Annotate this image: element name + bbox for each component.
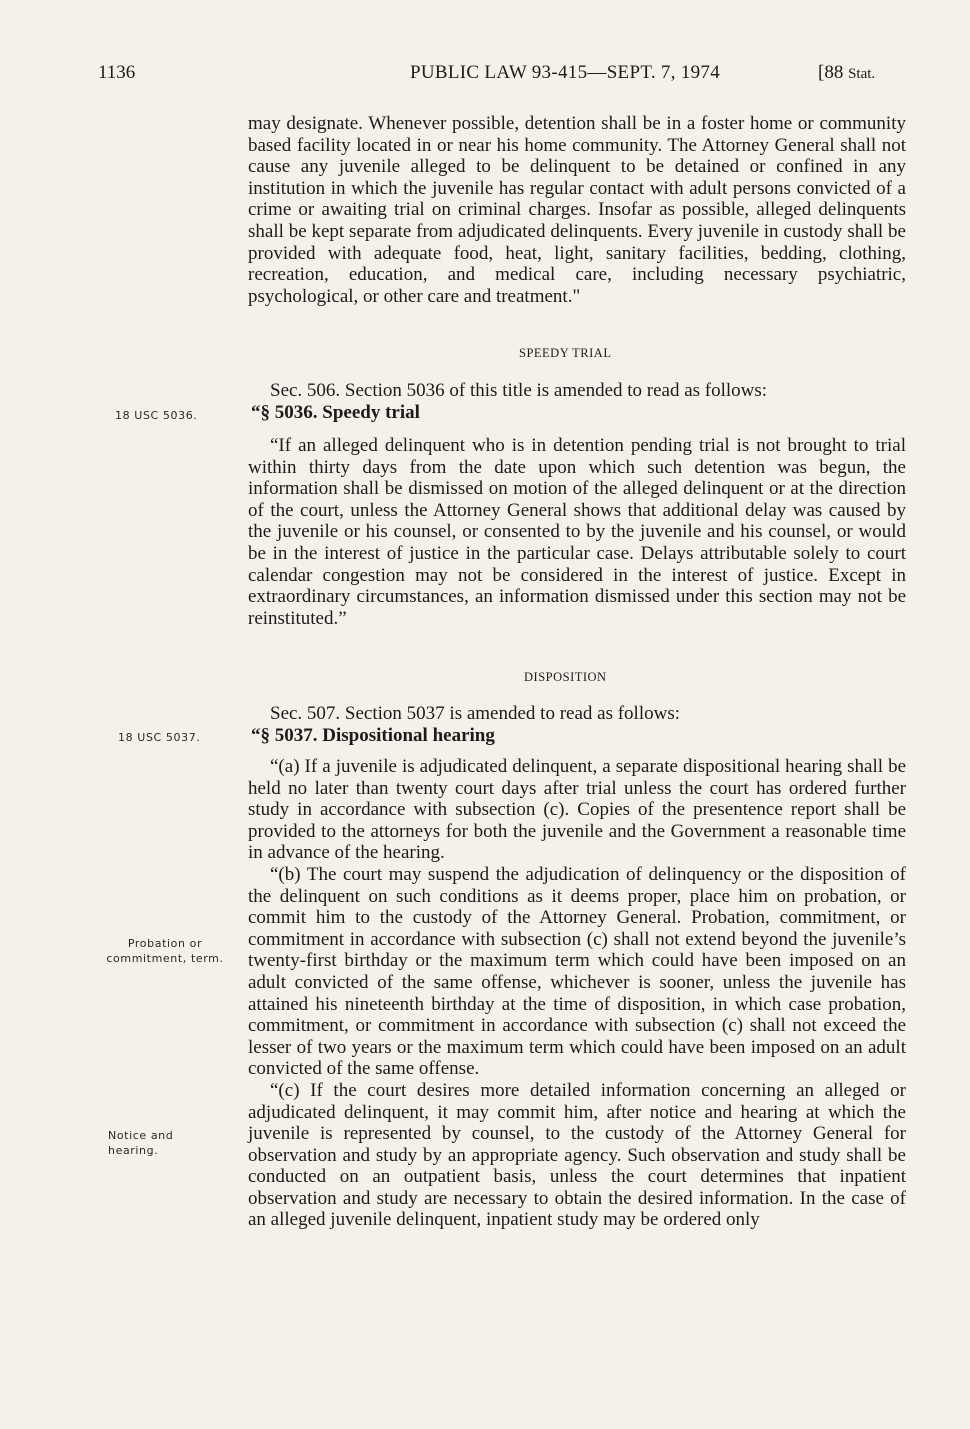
section-title-5036: “§ 5036. Speedy trial [251, 402, 420, 423]
subsection-c: “(c) If the court desires more detailed information concerning an alleged or adjudicated delinquent, it may commit him, after notice and hearing at which the juvenile is represented by counsel, to the custody of the Attorney General for observation and study by an appropriate agency. Such observation and study shall be conducted on an outpatient basis, unless the court determines that inpatient observation and study are necessary to obtain the desired information. In the case of an alleged juvenile delinquent, inpatient study may be ordered only [248, 1079, 906, 1231]
margin-note-probation-line-1: Probation or [127, 937, 203, 950]
page-number: 1136 [98, 62, 136, 83]
margin-note-notice [108, 1128, 198, 1158]
running-title: PUBLIC LAW 93-415—SEPT. 7, 1974 [410, 62, 721, 83]
section-heading-speedy-trial: SPEEDY TRIAL [519, 346, 612, 360]
section-title-5037: “§ 5037. Dispositional hearing [251, 725, 495, 746]
speedy-trial-block [248, 435, 906, 629]
margin-note-notice-line-1: Notice and [108, 1129, 174, 1142]
margin-note-18-usc-5037: 18 USC 5037. [118, 731, 201, 744]
stat-volume: [88 [818, 62, 844, 83]
stat-label: Stat. [848, 66, 876, 82]
page-header [0, 62, 970, 92]
margin-note-probation [100, 936, 230, 966]
dispositional-hearing-block [248, 756, 906, 1231]
margin-note-probation-line-2: commitment, term. [106, 952, 224, 965]
margin-note-18-usc-5036: 18 USC 5036. [115, 409, 198, 422]
sec-507-lead: Sec. 507. Section 5037 is amended to read as follows: [270, 703, 681, 724]
continuation-paragraph: may designate. Whenever possible, detention shall be in a foster home or community based facility located in or near his home community. The Attorney General shall not cause any juvenile alleged to be delinquent to be detained or confined in any institution in which the juvenile has regular contact with adult persons convicted of a crime or awaiting trial on criminal charges. Insofar as possible, alleged delinquents shall be kept separate from adjudicated delinquents. Every juvenile in custody shall be provided with adequate food, heat, light, sanitary facilities, bedding, clothing, recreation, education, and medical care, including necessary psychiatric, psychological, or other care and treatment." [248, 113, 906, 307]
section-heading-disposition: DISPOSITION [524, 670, 607, 684]
margin-note-notice-line-2: hearing. [108, 1144, 159, 1157]
speedy-trial-body: “If an alleged delinquent who is in detention pending trial is not brought to trial within thirty days from the date upon which such detention was begun, the information shall be dismissed on motion of the alleged delinquent or at the direction of the court, unless the Attorney General shows that additional delay was caused by the juvenile or his counsel, or consented to by the juvenile and his counsel, or would be in the interest of justice in the particular case. Delays attributable solely to court calendar congestion may not be considered in the interest of justice. Except in extraordinary circumstances, an information dismissed under this section may not be reinstituted.” [248, 435, 906, 629]
subsection-a: “(a) If a juvenile is adjudicated delinquent, a separate dispositional hearing shall be held no later than twenty court days after trial unless the court has ordered further study in accordance with subsection (c). Copies of the presentence report shall be provided to the attorneys for both the juvenile and the Government a reasonable time in advance of the hearing. [248, 756, 906, 864]
statute-reference [818, 62, 875, 84]
continuation-block [248, 113, 906, 307]
subsection-b: “(b) The court may suspend the adjudication of delinquency or the disposition of the delinquent on such conditions as it deems proper, place him on probation, or commit him to the custody of the Attorney General. Probation, commitment, or commitment in accordance with subsection (c) shall not extend beyond the juvenile’s twenty-first birthday or the maximum term which could have been imposed on an adult convicted of the same offense, whichever is sooner, unless the juvenile has attained his nineteenth birthday at the time of disposition, in which case probation, commitment, or commitment in accordance with subsection (c) shall not exceed the lesser of two years or the maximum term which could have been imposed on an adult convicted of the same offense. [248, 863, 906, 1080]
sec-506-lead: Sec. 506. Section 5036 of this title is amended to read as follows: [270, 380, 768, 401]
